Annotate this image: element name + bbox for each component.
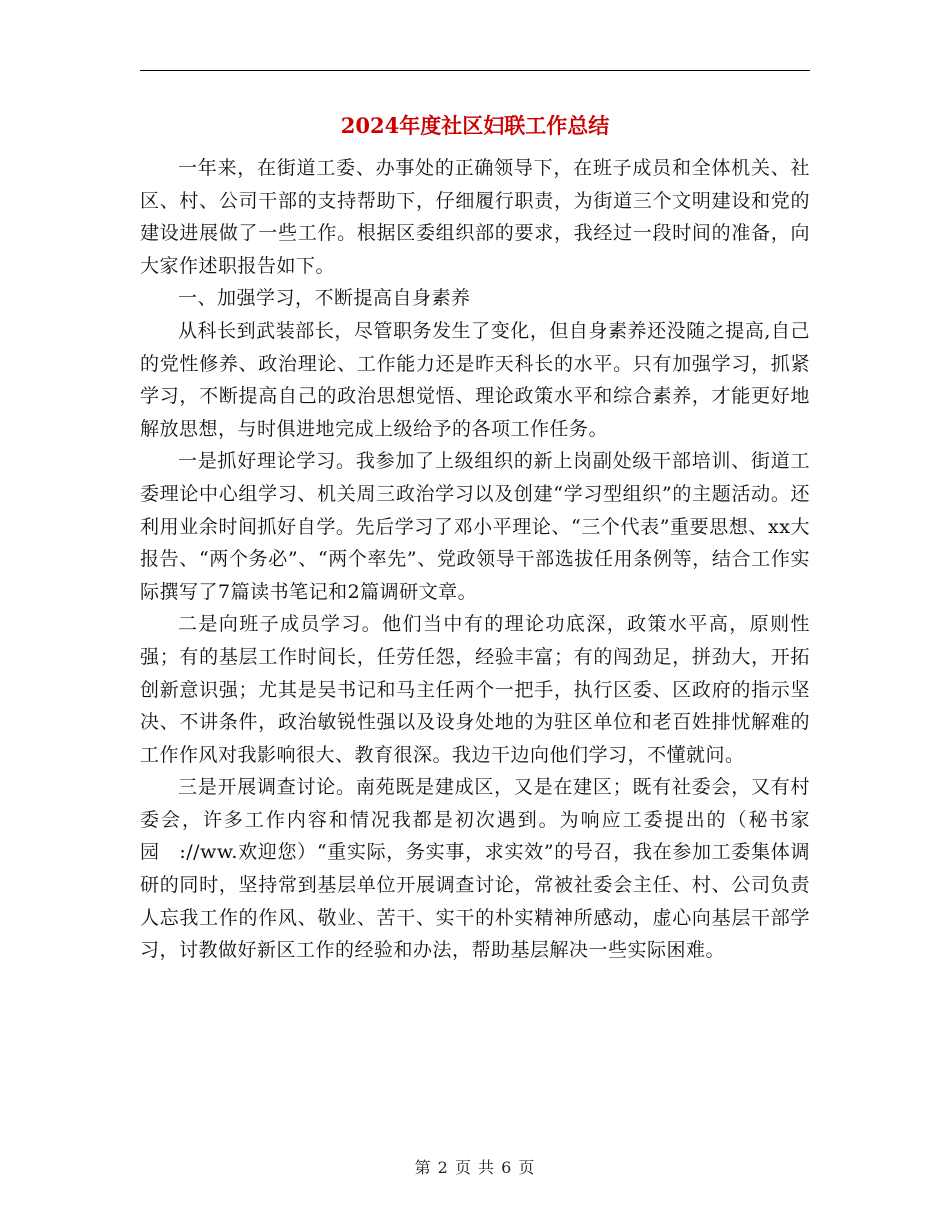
document-title: 2024年度社区妇联工作总结 — [340, 113, 610, 138]
paragraph: 从科长到武装部长，尽管职务发生了变化，但自身素养还没随之提高,自己的党性修养、政治理论、工作能力还是昨天科长的水平。只有加强学习，抓紧学习，不断提高自己的政治思想觉悟、理论政策水平和综合素养，才能更好地解放思想，与时俱进地完成上级给予的各项工作任务。 — [140, 319, 810, 440]
paragraph: 三是开展调查讨论。南苑既是建成区，又是在建区；既有社委会，又有村委会，许多工作内容和情况我都是初次遇到。为响应工委提出的（秘书家园 ://ww.欢迎您）“重实际，务实事，求实效”的号召，我在参加工委集体调研的同时，坚持常到基层单位开展调查讨论，常被社委会主任、村、公司负责人忘我工作的作风、敬业、苦干、实干的朴实精神所感动，虚心向基层干部学习，讨教做好新区工作的经验和办法，帮助基层解决一些实际困难。 — [140, 776, 810, 962]
paragraph: 一是抓好理论学习。我参加了上级组织的新上岗副处级干部培训、街道工委理论中心组学习、机关周三政治学习以及创建“学习型组织”的主题活动。还利用业余时间抓好自学。先后学习了邓小平理论、“三个代表”重要思想、xx大报告、“两个务必”、“两个率先”、党政领导干部选拔任用条例等，结合工作实际撰写了7篇读书笔记和2篇调研文章。 — [140, 450, 810, 603]
document-body — [140, 152, 810, 967]
page-number-footer: 第 2 页 共 6 页 — [414, 1158, 536, 1177]
paragraph-intro: 一年来，在街道工委、办事处的正确领导下，在班子成员和全体机关、社区、村、公司干部的支持帮助下，仔细履行职责，为街道三个文明建设和党的建设进展做了一些工作。根据区委组织部的要求，我经过一段时间的准备，向大家作述职报告如下。 — [140, 157, 810, 277]
header-rule — [140, 70, 810, 71]
section-heading: 一、加强学习，不断提高自身素养 — [178, 287, 471, 310]
paragraph: 二是向班子成员学习。他们当中有的理论功底深，政策水平高，原则性强；有的基层工作时间长，任劳任怨，经验丰富；有的闯劲足，拼劲大，开拓创新意识强；尤其是吴书记和马主任两个一把手，执行区委、区政府的指示坚决、不讲条件，政治敏锐性强以及设身处地的为驻区单位和老百姓排忧解难的工作作风对我影响很大、教育很深。我边干边向他们学习，不懂就问。 — [140, 613, 810, 766]
